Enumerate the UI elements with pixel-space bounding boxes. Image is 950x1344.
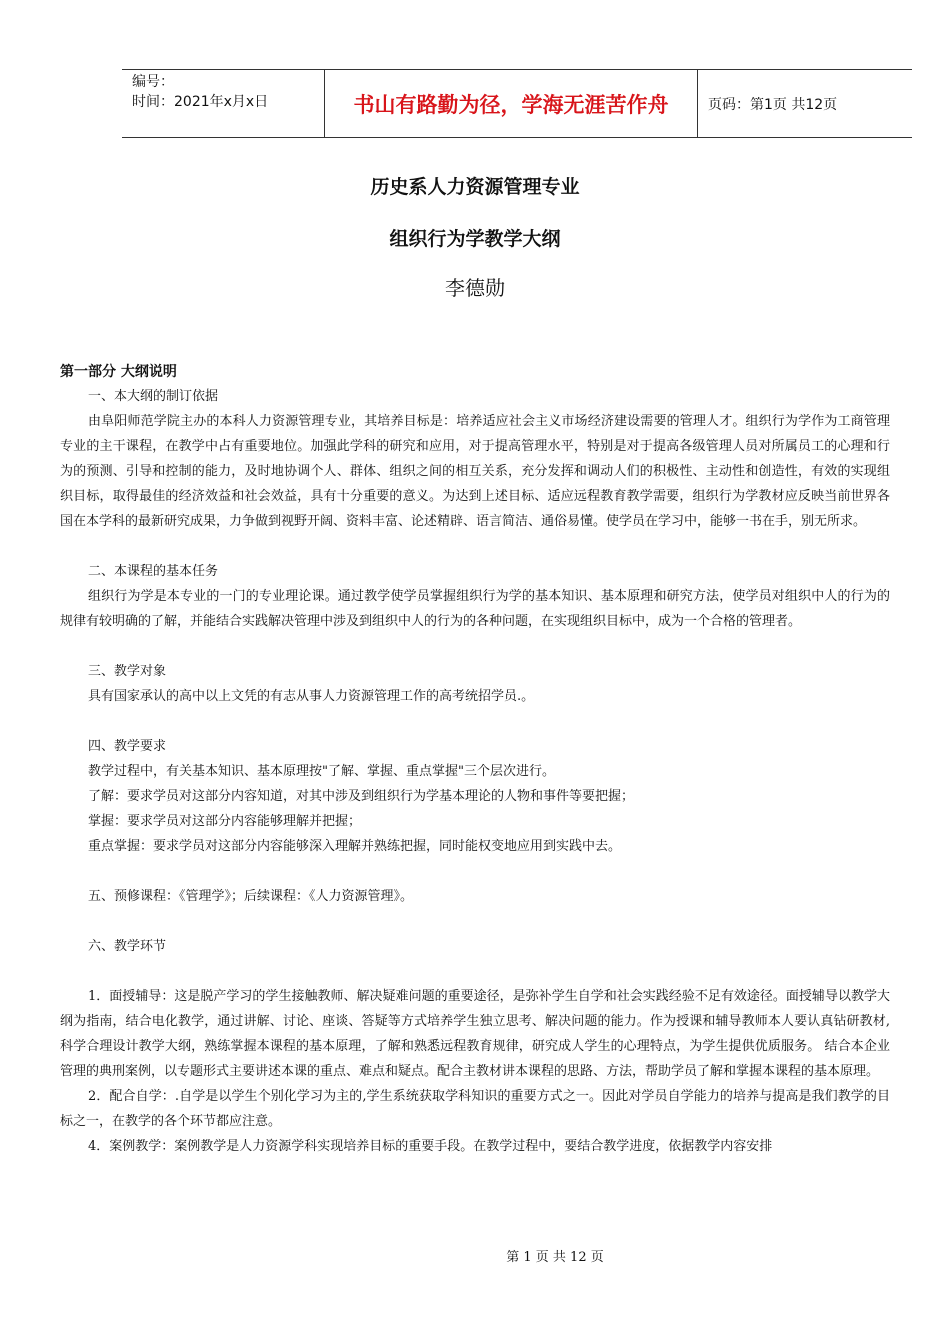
section-5-title: 五、预修课程：《管理学》；后续课程：《人力资源管理》。 [88, 889, 414, 904]
motto-text: 书山有路勤为径，学海无涯苦作舟 [353, 92, 669, 117]
doc-title-line2: 组织行为学教学大纲 [389, 228, 561, 250]
time-label: 时间：2021年x月x日 [132, 94, 269, 110]
document-body [60, 360, 890, 1159]
section-2-body: 组织行为学是本专业的一门的专业理论课。通过教学使学员掌握组织行为学的基本知识、基本原理和研究方法，使学员对组织中人的行为的规律有较明确的了解，并能结合实践解决管理中涉及到组织中人的行为的各种问题，在实现组织目标中，成为一个合格的管理者。 [60, 589, 890, 629]
section-1-body: 由阜阳师范学院主办的本科人力资源管理专业，其培养目标是：培养适应社会主义市场经济建设需要的管理人才。组织行为学作为工商管理专业的主干课程，在教学中占有重要地位。加强此学科的研究和应用，对于提高管理水平，特别是对于提高各级管理人员对所属员工的心理和行为的预测、引导和控制的能力，及时地协调个人、群体、组织之间的相互关系，充分发挥和调动人们的积极性、主动性和创造性，有效的实现组织目标，取得最佳的经济效益和社会效益，具有十分重要的意义。为达到上述目标、适应远程教育教学需要，组织行为学教材应反映当前世界各国在本学科的最新研究成果，力争做到视野开阔、资料丰富、论述精辟、语言简洁、通俗易懂。使学员在学习中，能够一书在手，别无所求。 [60, 414, 890, 529]
section-4-line3: 掌握：要求学员对这部分内容能够理解并把握； [88, 814, 362, 829]
section-3-body: 具有国家承认的高中以上文凭的有志从事人力资源管理工作的高考统招学员.。 [88, 689, 535, 704]
section-6-item1: 1．面授辅导：这是脱产学习的学生接触教师、解决疑难问题的重要途径，是弥补学生自学和社会实践经验不足有效途径。面授辅导以教学大纲为指南，结合电化教学，通过讲解、讨论、座谈、答疑等方式培养学生独立思考、解决问题的能力。作为授课和辅导教师本人要认真钻研教材,科学合理设计教学大纲，熟练掌握本课程的基本原理，了解和熟悉远程教育规律，研究成人学生的心理特点，为学生提供优质服务。 结合本企业管理的典刑案例，以专题形式主要讲述本课的重点、难点和疑点。配合主教材讲本课程的思路、方法，帮助学员了解和掌握本课程的基本原理。 [60, 989, 890, 1079]
section-6-item4: 4．案例教学：案例教学是人力资源学科实现培养目标的重要手段。在教学过程中，要结合教学进度，依据教学内容安排 [88, 1139, 773, 1154]
section-4-line4: 重点掌握：要求学员对这部分内容能够深入理解并熟练把握，同时能权变地应用到实践中去。 [88, 839, 622, 854]
part-heading: 第一部分 大纲说明 [60, 364, 177, 380]
section-4-title: 四、教学要求 [88, 739, 167, 754]
document-header [122, 69, 912, 138]
header-motto-cell [324, 70, 698, 137]
header-page-info: 页码：第1页 共12页 [708, 96, 838, 113]
section-4-line1: 教学过程中，有关基本知识、基本原理按"了解、掌握、重点掌握"三个层次进行。 [88, 764, 555, 779]
section-1-title: 一、本大纲的制订依据 [88, 389, 219, 404]
page-footer: 第 1 页 共 12 页 [506, 1250, 604, 1265]
section-2-title: 二、本课程的基本任务 [88, 564, 219, 579]
header-meta [122, 70, 324, 137]
section-4-line2: 了解：要求学员对这部分内容知道，对其中涉及到组织行为学基本理论的人物和事件等要把握； [88, 789, 635, 804]
doc-title-line1: 历史系人力资源管理专业 [370, 176, 580, 198]
section-6-item2: 2．配合自学：.自学是以学生个别化学习为主的,学生系统获取学科知识的重要方式之一。因此对学员自学能力的培养与提高是我们教学的目标之一，在教学的各个环节都应注意。 [60, 1089, 890, 1129]
section-3-title: 三、教学对象 [88, 664, 167, 679]
doc-author: 李德勋 [445, 276, 505, 300]
section-6-title: 六、教学环节 [88, 939, 167, 954]
code-label: 编号： [132, 74, 174, 90]
